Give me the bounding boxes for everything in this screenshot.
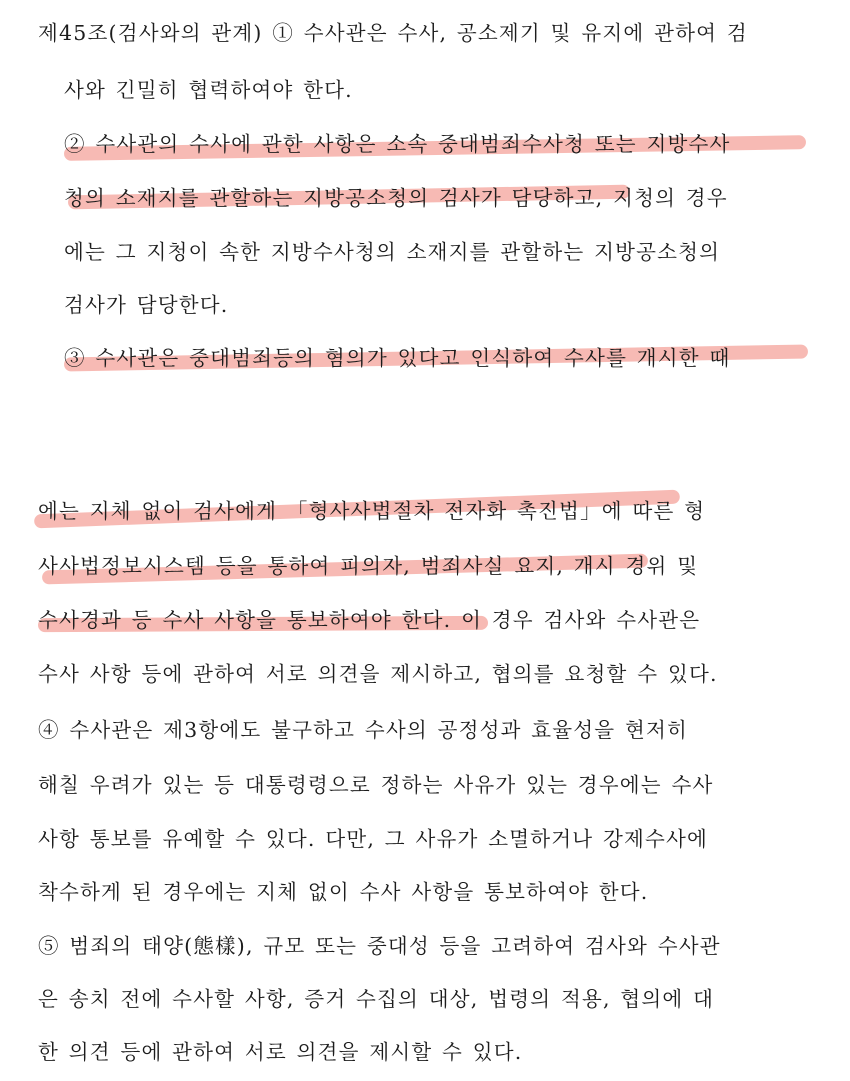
article-text-line: 에는 지체 없이 검사에게 「형사사법절차 전자화 촉진법」에 따른 형	[38, 499, 706, 523]
article-text-line: 사사법정보시스템 등을 통하여 피의자, 범죄사실 요지, 개시 경위 및	[38, 554, 699, 578]
article-text-line: 착수하게 된 경우에는 지체 없이 수사 사항을 통보하여야 한다.	[38, 880, 649, 904]
paragraph-2-line: ② 수사관의 수사에 관한 사항은 소속 중대범죄수사청 또는 지방수사	[64, 132, 731, 156]
article-text-line: 청의 소재지를 관할하는 지방공소청의 검사가 담당하고, 지청의 경우	[64, 186, 728, 210]
article-text-line: 사와 긴밀히 협력하여야 한다.	[64, 78, 353, 102]
article-text-line: 에는 그 지청이 속한 지방수사청의 소재지를 관할하는 지방공소청의	[64, 240, 721, 264]
paragraph-3-line: ③ 수사관은 중대범죄등의 혐의가 있다고 인식하여 수사를 개시한 때	[64, 346, 731, 370]
article-text-line: 은 송치 전에 수사할 사항, 증거 수집의 대상, 법령의 적용, 협의에 대	[38, 987, 715, 1011]
article-text-line: 사항 통보를 유예할 수 있다. 다만, 그 사유가 소멸하거나 강제수사에	[38, 827, 708, 851]
article-heading-line: 제45조(검사와의 관계) ① 수사관은 수사, 공소제기 및 유지에 관하여 검	[38, 21, 748, 45]
article-text-line: 수사경과 등 수사 사항을 통보하여야 한다. 이 경우 검사와 수사관은	[38, 608, 701, 632]
paragraph-4-line: ④ 수사관은 제3항에도 불구하고 수사의 공정성과 효율성을 현저히	[38, 718, 689, 742]
article-text-line: 검사가 담당한다.	[64, 293, 229, 317]
article-text-line: 해칠 우려가 있는 등 대통령령으로 정하는 사유가 있는 경우에는 수사	[38, 773, 714, 797]
article-text-line: 수사 사항 등에 관하여 서로 의견을 제시하고, 협의를 요청할 수 있다.	[38, 662, 718, 686]
paragraph-5-line: ⑤ 범죄의 태양(態樣), 규모 또는 중대성 등을 고려하여 검사와 수사관	[38, 934, 721, 958]
article-text-line: 한 의견 등에 관하여 서로 의견을 제시할 수 있다.	[38, 1040, 523, 1064]
